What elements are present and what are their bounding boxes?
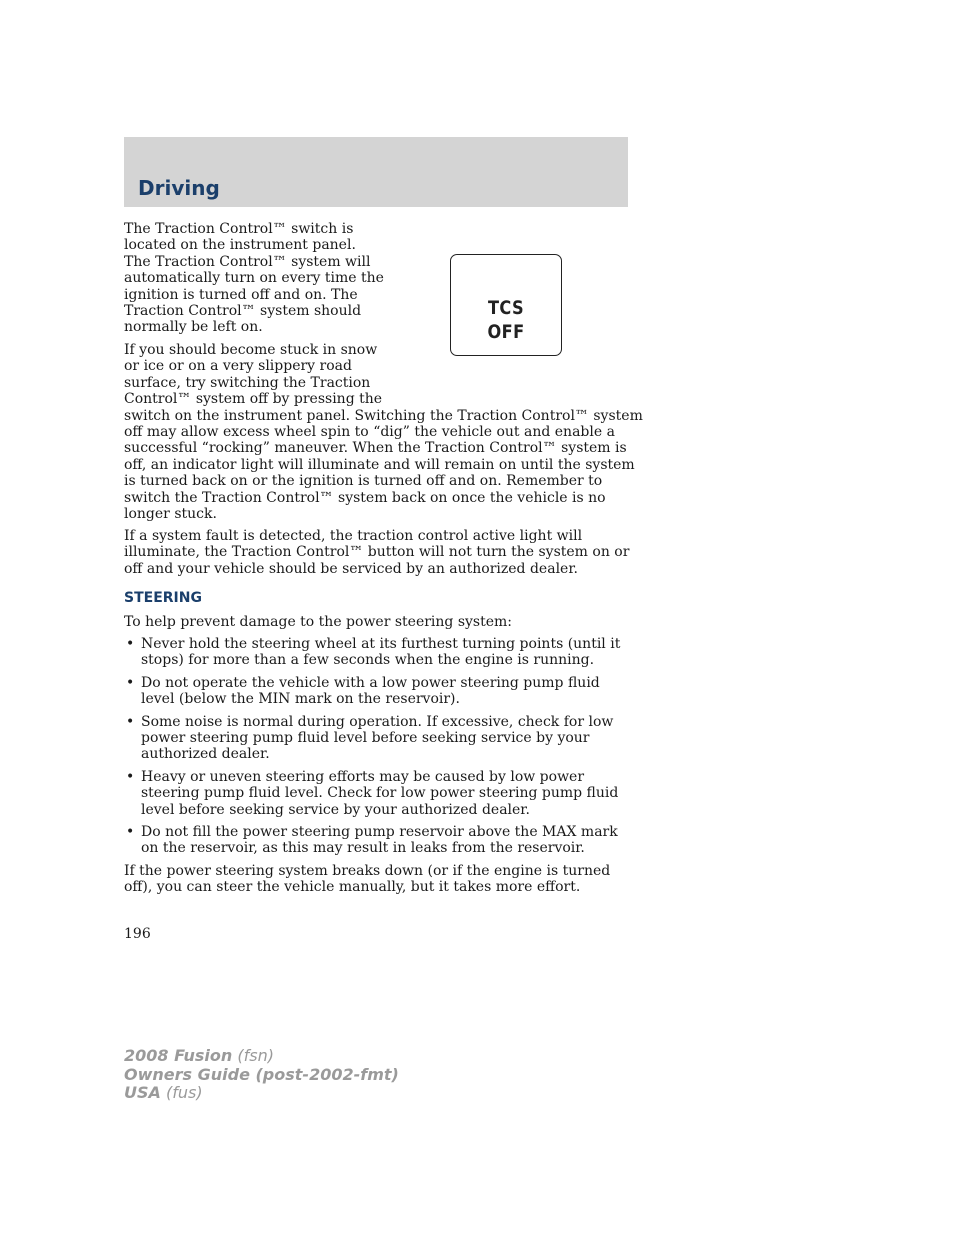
text-line: seeking service by your authorized dealer. [229, 801, 530, 818]
text-line: automatically turn on every time the [124, 270, 384, 287]
paragraph-system-fault [124, 528, 630, 577]
footer-market: USA [124, 1083, 161, 1102]
text-line: illuminate, the Traction Control™ button will not turn the system on or [124, 544, 630, 561]
text-line: Traction Control™ system should [124, 303, 362, 320]
text-line: ignition is turned off and on. The [124, 286, 358, 303]
text-line: normally be left on. [124, 319, 263, 336]
list-item [124, 675, 630, 708]
page-number: 196 [124, 926, 151, 942]
text-line: Do not fill the power steering pump reservoir above the MAX mark on [141, 824, 618, 857]
text-line: off), you can steer the vehicle manually, but it takes more effort. [124, 879, 581, 896]
text-line: If the power steering system breaks down (or if the engine is turned [124, 863, 611, 879]
steering-bullet-list [124, 636, 630, 863]
footer-model-code: (fsn) [232, 1046, 274, 1065]
section-title: Driving [138, 176, 220, 200]
bullet-icon: • [126, 636, 135, 652]
text-line: authorized dealer. [141, 746, 270, 763]
paragraph-manual-steering [124, 863, 630, 896]
tcs-off-switch-illustration [450, 254, 562, 356]
text-line: (below the MIN mark on the reservoir). [178, 691, 460, 708]
text-line: off may allow excess wheel spin to “dig” the vehicle out and enable a [124, 424, 615, 441]
list-item [124, 636, 630, 669]
text-line: Do not operate the vehicle with a low power steering pump fluid level [141, 674, 600, 708]
text-line: pump fluid level. Check for low power steering pump fluid level before [141, 785, 619, 818]
text-line: Control™ system off by pressing the [124, 391, 383, 408]
paragraph-stuck-in-snow [124, 342, 643, 523]
text-line: successful “rocking” maneuver. When the Traction Control™ system is [124, 440, 627, 457]
text-line: The Traction Control™ switch is [124, 221, 354, 237]
text-line: If a system fault is detected, the traction control active light will [124, 528, 583, 544]
text-line: power steering pump fluid level before seeking service by your [141, 730, 590, 747]
text-line: switch on the instrument panel. Switching the Traction Control™ system [124, 407, 643, 424]
text-line: off, an indicator light will illuminate and will remain on until the system [124, 456, 635, 473]
footer-line-market [124, 1084, 399, 1103]
footer-market-code: (fus) [160, 1083, 203, 1102]
text-line: Heavy or uneven steering efforts may be caused by low power steering [141, 768, 585, 802]
bullet-icon: • [126, 768, 135, 785]
bullet-icon: • [126, 674, 135, 691]
off-label: OFF [487, 321, 525, 343]
text-line: switch the Traction Control™ system back on once the vehicle is no [124, 489, 606, 506]
steering-intro: To help prevent damage to the power steering system: [124, 614, 513, 630]
text-line: off and your vehicle should be serviced by an authorized dealer. [124, 560, 578, 577]
list-item [124, 769, 630, 818]
text-line: If you should become stuck in snow [124, 342, 378, 358]
bullet-icon: • [126, 824, 135, 841]
text-line: the reservoir, as this may result in leaks from the reservoir. [162, 840, 585, 857]
footer-line-model [124, 1047, 399, 1066]
text-line: Never hold the steering wheel at its furthest turning points (until it [141, 636, 621, 652]
text-line: longer stuck. [124, 506, 217, 523]
footer-guide-title: Owners Guide (post-2002-fmt) [124, 1064, 399, 1084]
text-line: located on the instrument panel. [124, 237, 356, 254]
text-line: The Traction Control™ system will [124, 253, 371, 270]
footer-model-year: 2008 Fusion [124, 1046, 233, 1065]
text-line: surface, try switching the Traction [124, 374, 371, 391]
text-line: or ice or on a very slippery road [124, 358, 352, 375]
text-line: Some noise is normal during operation. If excessive, check for low [141, 713, 614, 730]
list-item [124, 824, 630, 857]
text-line: stops) for more than a few seconds when the engine is running. [141, 652, 595, 669]
bullet-icon: • [126, 713, 135, 730]
steering-heading: STEERING [124, 590, 202, 606]
text-line: is turned back on or the ignition is turned off and on. Remember to [124, 473, 603, 490]
paragraph-tcs-location [124, 221, 386, 336]
document-footer [124, 1047, 399, 1103]
footer-line-guide [124, 1066, 399, 1085]
tcs-label: TCS [487, 297, 525, 319]
list-item [124, 714, 630, 763]
